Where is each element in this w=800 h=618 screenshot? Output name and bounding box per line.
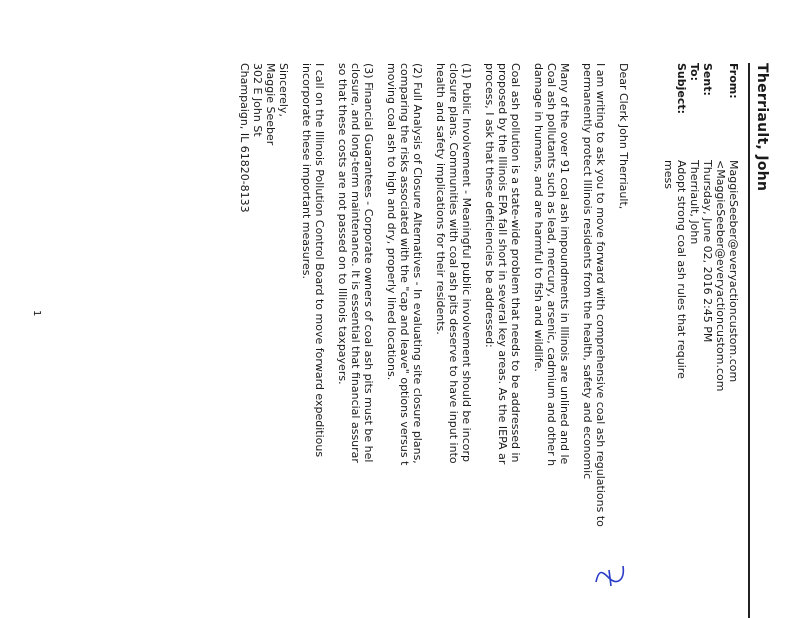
title-rule — [748, 63, 750, 618]
signature-block — [238, 63, 290, 618]
from-value-cont: <MaggieSeeber@everyactioncustom.com — [714, 160, 727, 392]
subject-value-cont: mess — [662, 160, 675, 189]
from-row-cont — [714, 63, 727, 618]
to-value: Therriault, John — [688, 160, 701, 245]
signer-city: Champaign, IL 61820-8133 — [238, 63, 251, 213]
from-label: From: — [727, 63, 740, 99]
letter-body — [238, 63, 630, 618]
document-title: Therriault, John — [754, 63, 770, 192]
paragraph-6: (3) Financial Guarantees - Corporate owners of coal ash pits must be hel closure, and long-term maintenance. It is essential that financial assurar so that these costs are not passed on to Illinois taxpayers. — [336, 63, 375, 463]
subject-label: Subject: — [675, 63, 688, 115]
sent-label: Sent: — [701, 63, 714, 96]
subject-row-cont — [662, 63, 675, 618]
signer-street: 302 E John St — [251, 63, 264, 137]
to-label: To: — [688, 63, 701, 81]
paragraph-1: I am writing to ask you to move forward with comprehensive coal ash regulations to permanently protect Illinois residents from the health, safety and economic — [581, 63, 607, 527]
email-header — [662, 63, 740, 618]
signer-name: Maggie Seeber — [264, 63, 277, 146]
subject-row — [675, 63, 688, 618]
subject-value: Adopt strong coal ash rules that require — [675, 160, 688, 379]
sent-row — [701, 63, 714, 618]
sent-value: Thursday, June 02, 2016 2:45 PM — [701, 160, 714, 343]
from-row — [727, 63, 740, 618]
salutation: Dear Clerk John Therriault, — [617, 63, 630, 210]
paragraph-4: (1) Public Involvement - Meaningful public involvement should be incorp closure plans. Communities with coal ash pits deserve to have input into health and safety implications for their residents. — [434, 63, 473, 464]
closing: Sincerely, — [277, 63, 290, 117]
paragraph-7: I call on the Illinois Pollution Control Board to move forward expeditious incorporate these important measures. — [300, 63, 326, 458]
paragraph-5: (2) Full Analysis of Closure Alternatives - In evaluating site closure plans, comparing the risks associated with the "cap and leave" options versus t moving coal ash to high and dry, properly lined locations. — [385, 63, 424, 466]
paragraph-2: Many of the over 91 coal ash impoundments in Illinois are unlined and le Coal ash pollutants such as lead, mercury, arsenic, cadmium and other h damage in humans, and are harmful to fish and wildlife. — [532, 63, 571, 467]
to-row — [688, 63, 701, 618]
page-number: 1 — [31, 310, 42, 317]
from-value: MaggieSeeber@everyactioncustom.com — [727, 160, 740, 383]
paragraph-3: Coal ash pollution is a state-wide problem that needs to be addressed in proposed by the Illinois EPA fall short in several key areas. As the IEPA ar process, I ask that these deficiencies be addressed: — [483, 63, 522, 465]
